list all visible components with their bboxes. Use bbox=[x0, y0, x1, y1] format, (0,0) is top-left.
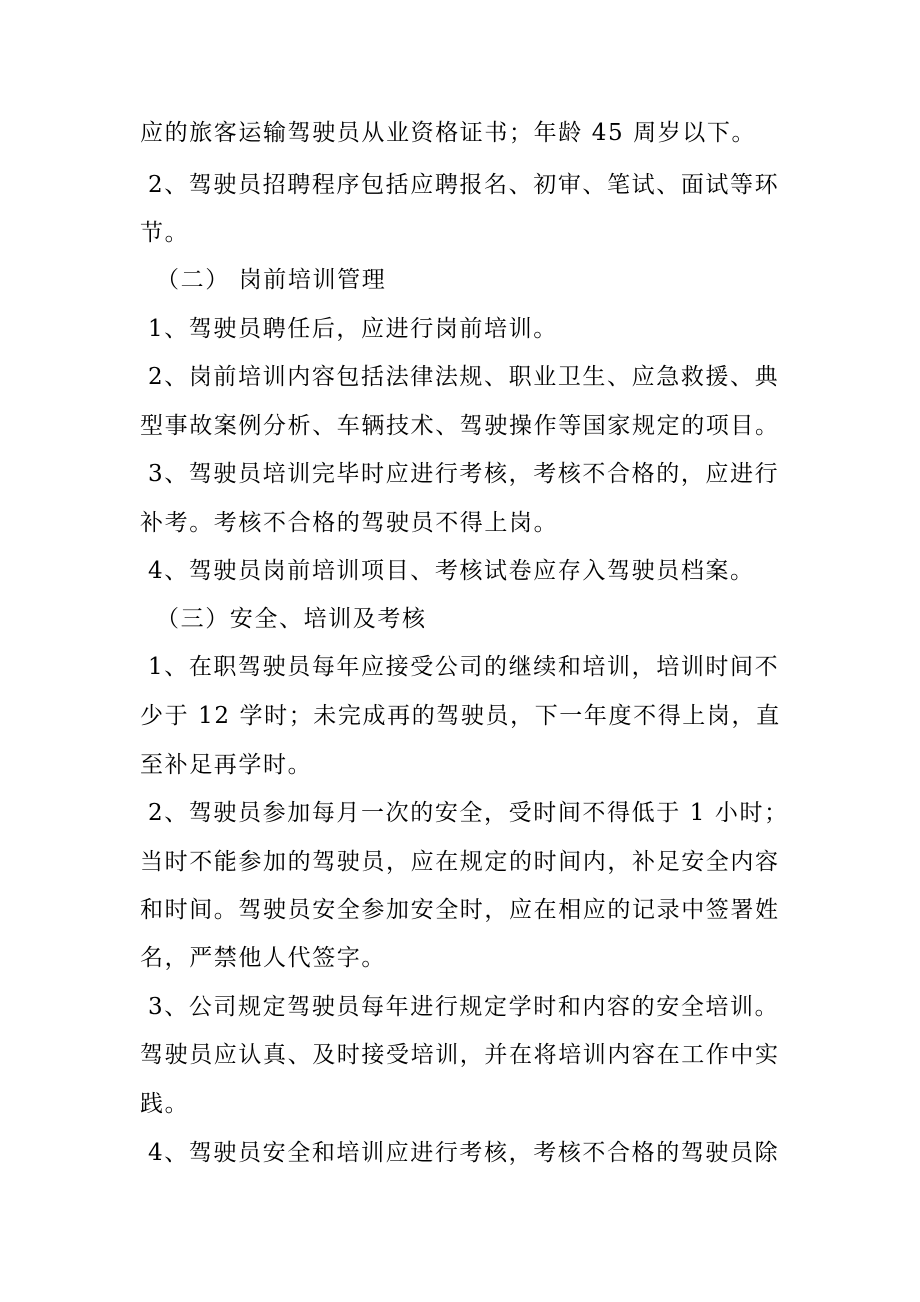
section-heading: （二） 岗前培训管理 bbox=[156, 267, 387, 293]
text-line: 1、在职驾驶员每年应接受公司的继续和培训，培训时间不 bbox=[148, 654, 780, 680]
text-line: 3、公司规定驾驶员每年进行规定学时和内容的安全培训。 bbox=[148, 994, 780, 1020]
text-line: 至补足再学时。 bbox=[140, 752, 313, 778]
text-line: 节。 bbox=[140, 220, 190, 246]
text-line: 1、驾驶员聘任后，应进行岗前培训。 bbox=[148, 316, 558, 342]
text-line: 2、岗前培训内容包括法律法规、职业卫生、应急救援、典 bbox=[148, 364, 780, 390]
text-line: 当时不能参加的驾驶员，应在规定的时间内，补足安全内容 bbox=[140, 849, 780, 875]
text-line: 型事故案例分析、车辆技术、驾驶操作等国家规定的项目。 bbox=[140, 413, 780, 439]
text-line: 3、驾驶员培训完毕时应进行考核，考核不合格的，应进行 bbox=[148, 461, 780, 487]
text-line: 名，严禁他人代签字。 bbox=[140, 945, 386, 971]
text-line: 践。 bbox=[140, 1091, 190, 1117]
text-line: 少于 12 学时；未完成再的驾驶员，下一年度不得上岗，直 bbox=[140, 703, 781, 729]
text-line: 4、驾驶员安全和培训应进行考核，考核不合格的驾驶员除 bbox=[148, 1140, 780, 1166]
section-heading: （三）安全、培训及考核 bbox=[156, 606, 427, 632]
text-line: 和时间。驾驶员安全参加安全时，应在相应的记录中签署姓 bbox=[140, 897, 780, 923]
text-line: 2、驾驶员参加每月一次的安全，受时间不得低于 1 小时； bbox=[148, 800, 789, 826]
text-line: 驾驶员应认真、及时接受培训，并在将培训内容在工作中实 bbox=[140, 1042, 780, 1068]
text-line: 4、驾驶员岗前培训项目、考核试卷应存入驾驶员档案。 bbox=[148, 558, 755, 584]
text-line: 2、驾驶员招聘程序包括应聘报名、初审、笔试、面试等环 bbox=[148, 172, 780, 198]
text-line: 补考。考核不合格的驾驶员不得上岗。 bbox=[140, 510, 559, 536]
text-line: 应的旅客运输驾驶员从业资格证书；年龄 45 周岁以下。 bbox=[140, 120, 757, 146]
